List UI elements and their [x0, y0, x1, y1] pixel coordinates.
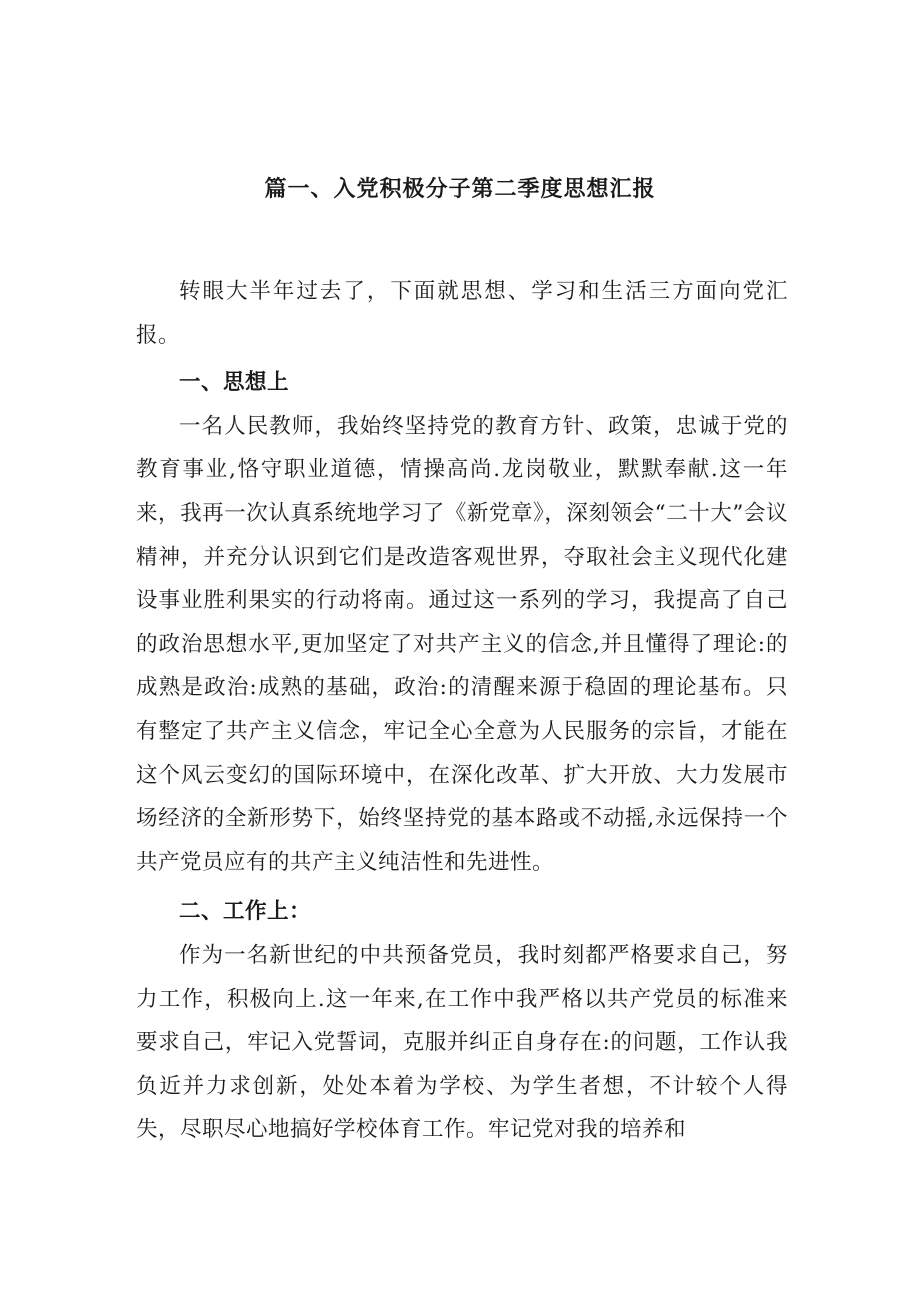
intro-paragraph: 转眼大半年过去了，下面就思想、学习和生活三方面向党汇报。 — [136, 279, 788, 348]
section-body-thought: 一名人民教师，我始终坚持党的教育方针、政策，忠诚于党的教育事业,恪守职业道德，情操高尚.龙岗敬业，默默奉献.这一年来，我再一次认真系统地学习了《新党章》，深刻领会“二十大”会议精神，并充分认识到它们是改造客观世界，夺取社会主义现代化建设事业胜利果实的行动将南。通过这一系列的学习，我提高了自己的政治思想水平,更加坚定了对共产主义的信念,并且懂得了理论:的成熟是政治:成熟的基础，政治:的清醒来源于稳固的理论基布。只有整定了共产主义信念，牢记全心全意为人民服务的宗旨，才能在这个风云变幻的国际环境中，在深化改革、扩大开放、大力发展市场经济的全新形势下，始终坚持党的基本路或不动摇,永远保持一个共产党员应有的共产主义纯洁性和先进性。 — [136, 413, 788, 875]
document-body — [136, 270, 788, 1152]
section-heading-thought: 一、思想上 — [179, 370, 290, 396]
section-body-work: 作为一名新世纪的中共预备党员，我时刻都严格要求自己，努力工作，积极向上.这一年来,在工作中我严格以共产党员的标准来要求自己，牢记入党誓词，克服并纠正自身存在:的问题，工作认我负近并力求创新，处处本着为学校、为学生者想，不计较个人得失，尽职尽心地搞好学校体育工作。牢记党对我的培养和 — [136, 942, 788, 1143]
document-title: 篇一、入党积极分子第二季度思想汇报 — [264, 177, 656, 202]
section-heading-work: 二、工作上： — [179, 899, 312, 925]
